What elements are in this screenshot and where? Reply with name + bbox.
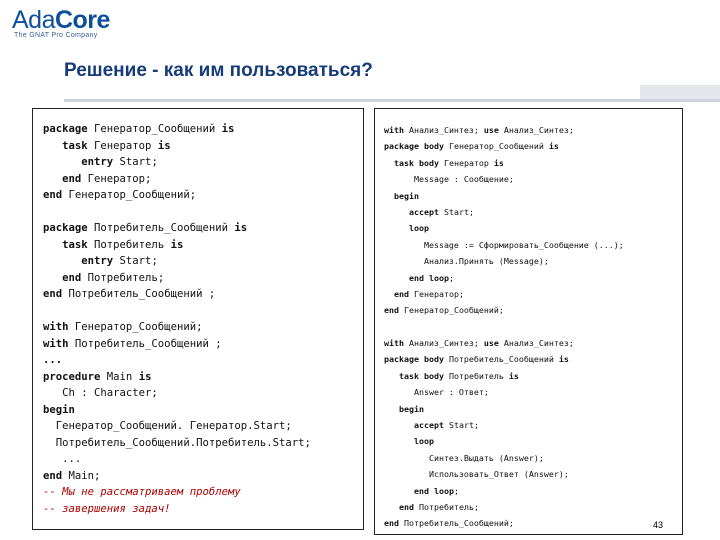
- code-keyword: with: [384, 125, 404, 135]
- code-keyword: is: [234, 222, 248, 234]
- code-line: [384, 188, 624, 204]
- code-keyword: task: [62, 139, 88, 152]
- code-text: Потребитель: [443, 370, 509, 381]
- code-keyword: end: [62, 271, 82, 284]
- code-keyword: procedure: [43, 370, 101, 383]
- code-keyword: entry: [81, 255, 114, 267]
- logo-core: Core: [54, 6, 110, 34]
- code-text: [384, 436, 414, 446]
- code-text: Answer : Ответ;: [384, 387, 489, 398]
- code-line: [384, 253, 624, 269]
- code-text: Синтез.Выдать (Answer);: [384, 452, 544, 463]
- code-line: [43, 451, 311, 468]
- code-keyword: is: [170, 238, 184, 251]
- code-keyword: task body: [394, 157, 439, 168]
- code-line: [43, 369, 311, 386]
- code-line: [384, 515, 624, 531]
- code-text: Анализ.Принять (Message);: [384, 256, 549, 267]
- code-text: Потребитель_Сообщений ;: [68, 337, 222, 350]
- code-text: ;: [448, 272, 454, 283]
- code-line: [43, 402, 311, 419]
- code-text: Генератор_Сообщений;: [399, 305, 504, 316]
- code-line: [43, 138, 311, 155]
- code-line: [384, 155, 624, 171]
- code-keyword: package body: [384, 141, 444, 152]
- code-line: [384, 483, 624, 499]
- code-keyword: end: [43, 189, 63, 201]
- code-text: Анализ_Синтез;: [403, 338, 484, 349]
- code-text: Анализ_Синтез;: [498, 125, 574, 135]
- code-keyword: accept: [413, 420, 444, 431]
- code-keyword: use: [483, 338, 499, 349]
- code-text: Потребитель_Сообщений ;: [62, 288, 216, 300]
- code-keyword: package: [43, 222, 88, 234]
- code-text: [43, 272, 62, 284]
- code-text: [43, 173, 62, 185]
- code-line: [43, 352, 311, 369]
- code-line: [384, 237, 624, 253]
- code-keyword: task: [62, 238, 88, 251]
- code-text: Генератор_Сообщений: [87, 123, 222, 135]
- code-text: Генератор_Сообщений;: [68, 321, 203, 333]
- code-line: [43, 253, 311, 270]
- code-line: [43, 187, 311, 204]
- code-keyword: loop: [413, 436, 434, 447]
- code-keyword: is: [221, 123, 235, 135]
- code-line: [384, 450, 624, 466]
- code-text: Потребитель: [87, 238, 171, 251]
- code-keyword: entry: [81, 156, 114, 168]
- code-line: [384, 417, 624, 433]
- code-text: [43, 255, 81, 267]
- company-logo: [12, 6, 110, 39]
- spec-code-listing: [43, 121, 311, 517]
- code-keyword: with: [43, 337, 69, 350]
- code-keyword: package body: [384, 354, 444, 365]
- code-text: Start;: [113, 255, 158, 267]
- code-keyword: end: [62, 172, 82, 185]
- code-keyword: is: [548, 141, 559, 152]
- code-keyword: accept: [408, 206, 439, 217]
- body-code-box: [374, 108, 683, 535]
- code-text: Main: [100, 370, 139, 383]
- code-line: [43, 121, 311, 138]
- code-text: [384, 371, 399, 381]
- code-line: [384, 122, 624, 138]
- code-line: [43, 303, 311, 320]
- code-keyword: ...: [43, 354, 63, 366]
- code-text: Генератор: [87, 139, 158, 152]
- code-line: [43, 501, 311, 518]
- code-text: [384, 502, 399, 512]
- code-keyword: end: [43, 288, 63, 300]
- code-keyword: package: [43, 123, 88, 135]
- code-keyword: begin: [394, 190, 419, 201]
- code-line: [384, 368, 624, 384]
- code-line: [384, 138, 624, 154]
- code-line: [384, 220, 624, 236]
- code-line: [43, 385, 311, 402]
- code-keyword: is: [558, 354, 569, 365]
- code-line: [43, 468, 311, 485]
- code-line: [384, 433, 624, 449]
- code-text: [43, 239, 62, 251]
- code-text: Ch : Character;: [43, 387, 158, 399]
- code-line: [384, 351, 624, 367]
- code-line: [43, 220, 311, 237]
- code-line: [43, 270, 311, 287]
- code-line: [384, 384, 624, 400]
- code-text: Генератор;: [81, 172, 152, 185]
- code-text: Потребитель_Сообщений.Потребитель.Start;: [43, 436, 311, 449]
- code-text: [43, 156, 81, 168]
- code-line: [43, 484, 311, 501]
- code-keyword: is: [138, 370, 152, 383]
- code-line: [43, 435, 311, 452]
- code-keyword: end: [384, 518, 399, 529]
- code-line: [384, 401, 624, 417]
- code-line: [43, 286, 311, 303]
- code-keyword: task body: [399, 370, 444, 381]
- code-text: [384, 486, 414, 496]
- code-keyword: end: [384, 305, 399, 316]
- code-keyword: end: [394, 288, 409, 299]
- code-line: [43, 171, 311, 188]
- code-text: [384, 207, 409, 217]
- code-text: Потребитель_Сообщений;: [399, 518, 514, 529]
- code-text: [384, 289, 394, 299]
- code-text: Message := Сформировать_Сообщение (...);: [384, 239, 624, 250]
- code-keyword: begin: [43, 403, 75, 416]
- code-comment: -- завершения задач!: [43, 502, 171, 515]
- code-keyword: end: [43, 469, 63, 482]
- code-line: [384, 270, 624, 286]
- code-line: [384, 171, 624, 187]
- code-text: [384, 191, 394, 201]
- code-line: [384, 302, 624, 318]
- code-text: ;: [453, 485, 459, 496]
- code-text: Start;: [443, 420, 479, 431]
- code-keyword: begin: [399, 403, 424, 414]
- code-keyword: with: [384, 338, 404, 349]
- code-line: [384, 335, 624, 351]
- logo-ada: Ada: [12, 6, 55, 34]
- code-text: Генератор: [438, 157, 494, 168]
- code-line: [384, 286, 624, 302]
- code-text: [384, 223, 409, 233]
- code-text: Потребитель_Сообщений: [87, 222, 235, 234]
- code-line: [384, 204, 624, 220]
- spec-code-box: [32, 108, 364, 530]
- code-text: Start;: [113, 156, 158, 168]
- code-line: [384, 466, 624, 482]
- code-line: [43, 237, 311, 254]
- code-line: [43, 319, 311, 336]
- code-text: Main;: [62, 469, 101, 482]
- code-line: [43, 204, 311, 221]
- logo-wordmark: [12, 6, 110, 34]
- code-text: Анализ_Синтез;: [498, 338, 574, 349]
- page-number: 43: [653, 520, 664, 530]
- code-text: [43, 140, 62, 152]
- code-keyword: is: [493, 157, 504, 168]
- code-text: [384, 404, 399, 414]
- code-text: [384, 420, 414, 430]
- code-text: Генератор_Сообщений;: [62, 189, 197, 201]
- code-text: Генератор_Сообщений. Генератор.Start;: [43, 420, 292, 432]
- code-text: Start;: [438, 206, 474, 217]
- code-text: Message : Сообщение;: [384, 174, 514, 185]
- code-text: ...: [43, 453, 82, 465]
- code-keyword: end loop: [408, 272, 449, 283]
- code-line: [43, 418, 311, 435]
- code-text: Использовать_Ответ (Answer);: [384, 469, 569, 480]
- code-text: Генератор_Сообщений: [443, 141, 549, 152]
- code-line: [43, 154, 311, 171]
- code-text: Потребитель_Сообщений: [443, 354, 559, 365]
- code-line: [384, 499, 624, 515]
- title-divider: [64, 99, 720, 102]
- code-keyword: is: [508, 370, 519, 381]
- code-keyword: use: [483, 125, 499, 135]
- code-keyword: loop: [408, 223, 429, 234]
- code-keyword: end loop: [413, 485, 454, 496]
- code-line: [384, 319, 624, 335]
- code-keyword: end: [399, 501, 414, 512]
- code-text: [384, 273, 409, 283]
- code-text: Генератор;: [409, 288, 464, 299]
- body-code-listing: [384, 122, 624, 532]
- slide-title: Решение - как им пользоваться?: [64, 60, 373, 81]
- code-comment: -- Мы не рассматриваем проблему: [43, 486, 241, 498]
- code-keyword: is: [157, 139, 171, 152]
- code-keyword: with: [43, 321, 69, 333]
- code-text: Потребитель;: [81, 271, 165, 284]
- code-line: [43, 336, 311, 353]
- code-text: Потребитель;: [414, 501, 479, 512]
- code-text: Анализ_Синтез;: [403, 125, 484, 135]
- code-text: [384, 158, 394, 168]
- logo-tagline: The GNAT Pro Company: [14, 32, 98, 39]
